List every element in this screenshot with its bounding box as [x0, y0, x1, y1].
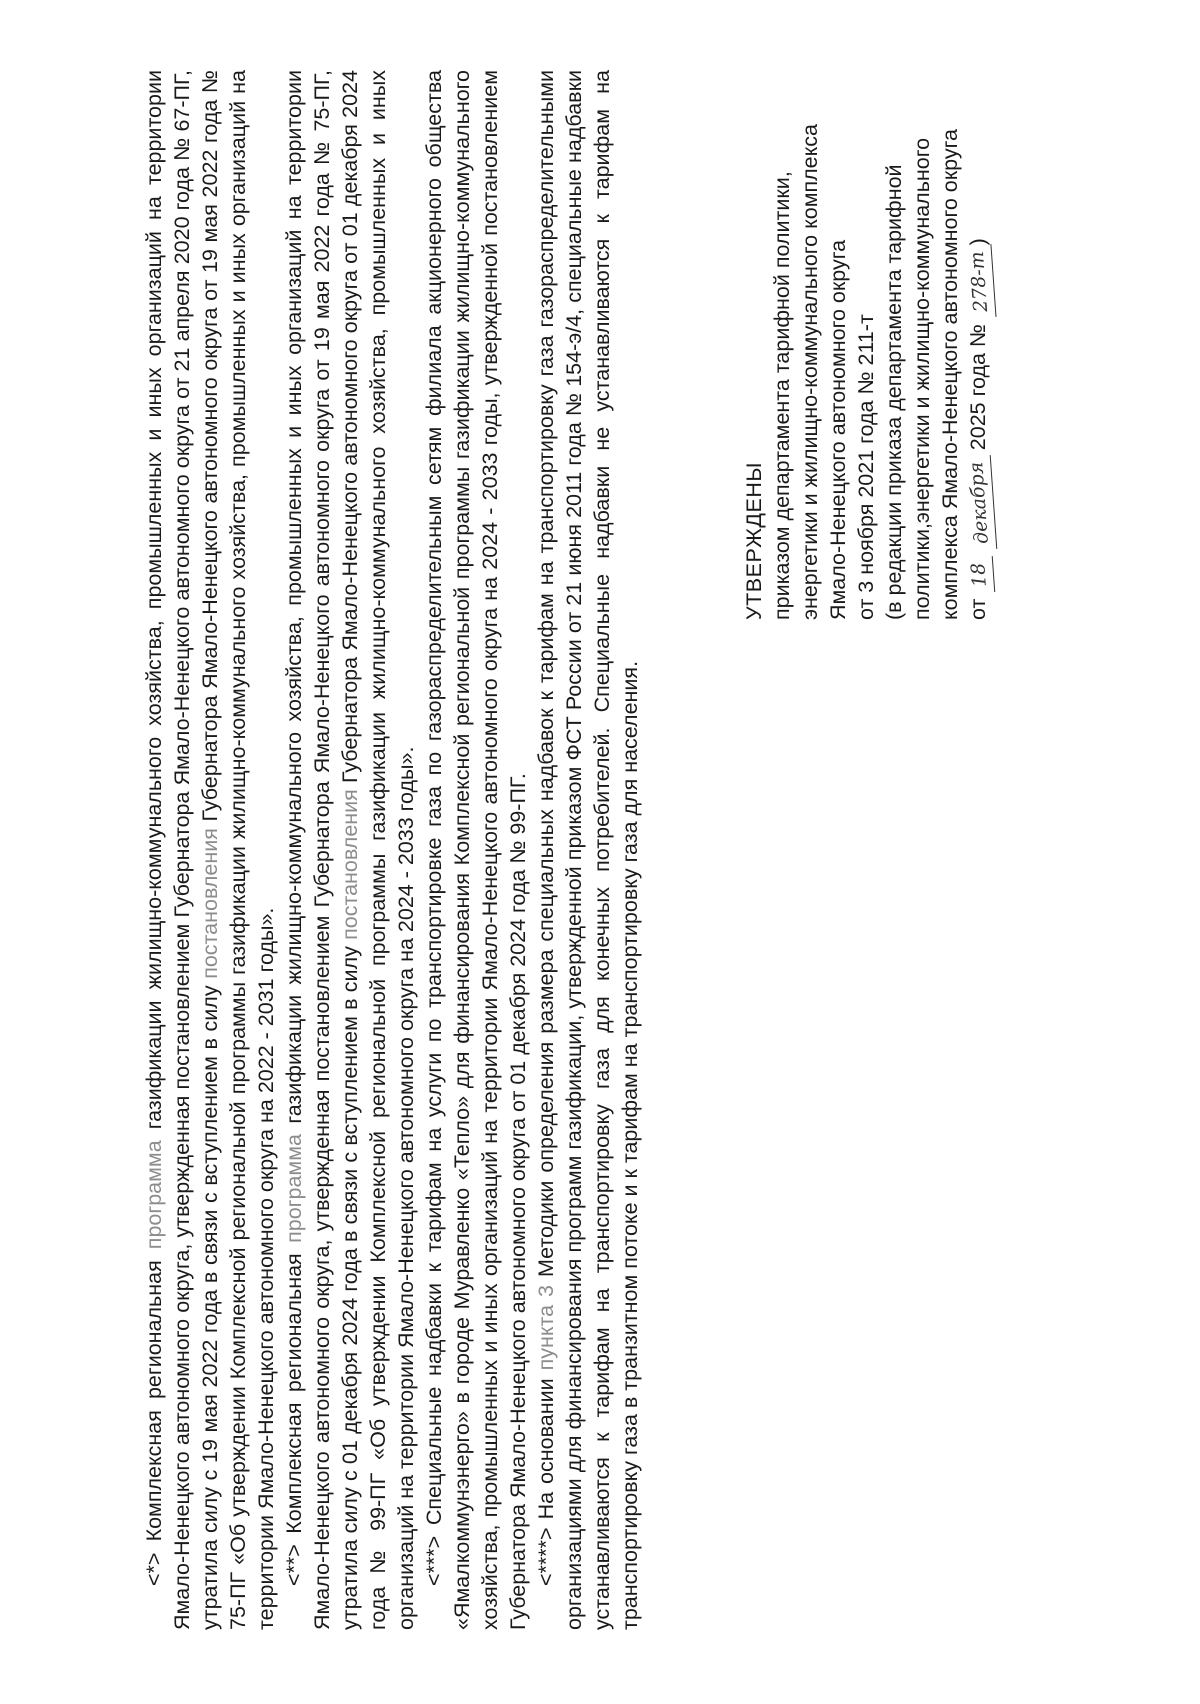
approval-line: от 3 ноября 2021 года № 211-т: [854, 314, 878, 620]
handwritten-day: 18: [964, 556, 995, 594]
link-clause-3[interactable]: пункта 3: [534, 1285, 558, 1371]
rotated-sheet: [140, 70, 1200, 1630]
footnotes: [140, 70, 644, 1630]
approval-line: комплекса Ямало-Ненецкого автономного округа: [938, 129, 962, 620]
footnote-marker: <**>: [282, 1544, 306, 1586]
approval-line: политики,энергетики и жилищно-коммунального: [910, 137, 934, 620]
approval-line: энергетики и жилищно-коммунального комплекса: [798, 124, 822, 620]
approval-block: [740, 100, 994, 620]
handwritten-number: 278-т: [962, 244, 996, 319]
link-decree[interactable]: постановления: [198, 828, 222, 979]
approval-line: приказом департамента тарифной политики,: [770, 171, 794, 620]
footnote-marker: <*>: [142, 1552, 166, 1586]
footnote-4: <****> На основании пункта 3 Методики определения размера специальных надбавок к тарифам на транспортировку газа газораспределительными организациями для финансирования программ газификации, утвержденной приказом ФСТ России от 21 июня 2011 года № 154-э/4, специальные надбавки устанавливаются к тарифам на транспортировку газа для конечных потребителей. Специальные надбавки не устанавливаются к тарифам на транспортировку газа в транзитном потоке и к тарифам на транспортировку газа для населения.: [534, 70, 642, 1630]
footnote-3: <***> Специальные надбавки к тарифам на услуги по транспортировке газа по газораспределительным сетям филиала акционерного общества «Ямалкоммунэнерго» в городе Муравленко «Тепло» для финансирования Комплексной региональной программы газификации жилищно-коммунального хозяйства, промышленных и иных организаций на территории Ямало-Ненецкого автономного округа на 2024 - 2033 годы, утвержденной постановлением Губернатора Ямало-Ненецкого автономного округа от 01 декабря 2024 года № 99-ПГ.: [422, 70, 530, 1630]
footnote-marker: <****>: [534, 1527, 558, 1586]
approval-date-line: от 18 декабря 2025 года № 278-т): [964, 100, 994, 620]
link-program[interactable]: программа: [142, 1140, 166, 1250]
link-program[interactable]: программа: [282, 1134, 306, 1243]
footnote-2: <**> Комплексная региональная программа газификации жилищно-коммунального хозяйства, промышленных и иных организаций на территории Ямало-Ненецкого автономного округа, утвержденная постановлением Губернатора Ямало-Ненецкого автономного округа от 19 мая 2022 года № 75-ПГ, утратила силу с 01 декабря 2024 года в связи с вступлением в силу постановления Губернатора Ямало-Ненецкого автономного округа от 01 декабря 2024 года № 99-ПГ «Об утверждении Комплексной региональной программы газификации жилищно-коммунального хозяйства, промышленных и иных организаций на территории Ямало-Ненецкого автономного округа на 2024 - 2033 годы».: [282, 70, 418, 1630]
approval-title: УТВЕРЖДЕНЫ: [742, 462, 766, 620]
handwritten-month: декабря: [962, 455, 998, 551]
footnote-marker: <***>: [422, 1535, 446, 1586]
link-decree[interactable]: постановления: [338, 789, 362, 940]
approval-line: Ямало-Ненецкого автономного округа: [826, 239, 850, 620]
approval-line: (в редакции приказа департамента тарифной: [882, 164, 906, 620]
footnote-1: <*> Комплексная региональная программа газификации жилищно-коммунального хозяйства, промышленных и иных организаций на территории Ямало-Ненецкого автономного округа, утвержденная постановлением Губернатора Ямало-Ненецкого автономного округа от 21 апреля 2020 года № 67-ПГ, утратила силу с 19 мая 2022 года в связи с вступлением в силу постановления Губернатора Ямало-Ненецкого автономного округа от 19 мая 2022 года № 75-ПГ «Об утверждении Комплексной региональной программы газификации жилищно-коммунального хозяйства, промышленных и иных организаций на территории Ямало-Ненецкого автономного округа на 2022 - 2031 годы».: [142, 70, 278, 1630]
